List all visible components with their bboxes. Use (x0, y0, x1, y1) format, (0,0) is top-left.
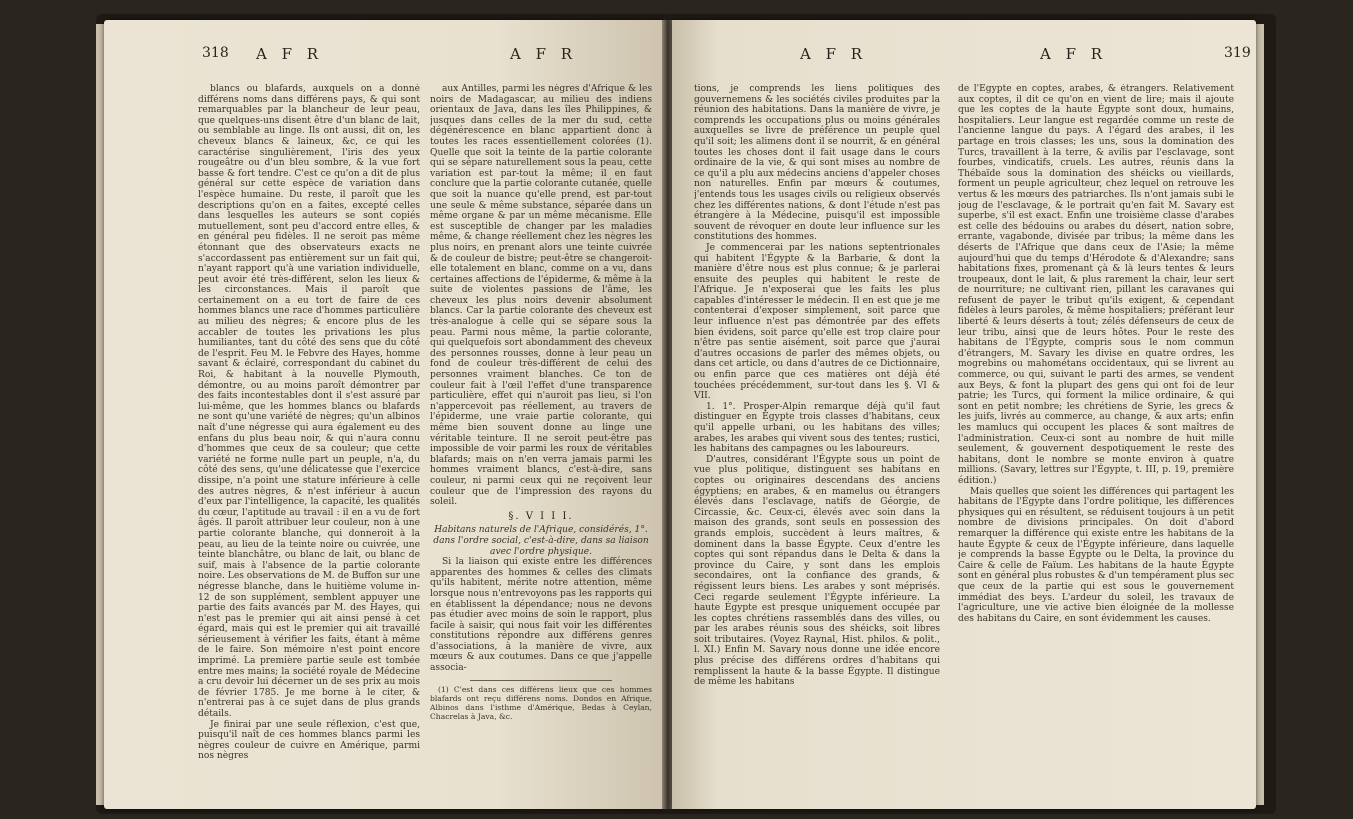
section-heading: §. V I I I. (508, 510, 574, 522)
page-edges-right (1256, 24, 1264, 805)
paragraph: Je commencerai par les nations septentrionales qui habitent l'Égypte & la Barbarie, & dont la manière d'être nous est plus connue; & je parlerai ensuite des peuples qui habitent le reste de l'Afrique. Je n'exposerai que les faits les plus capables d'intéresser le médecin. Il en est que je me contenterai d'exposer simplement, soit parce que leur influence n'est pas démontrée par des effets bien évidens, soit parce qu'elle est trop claire pour n'être pas sentie aisément, soit parce que j'aurai d'autres occasions de parler des mêmes objets, ou dans cet article, ou dans d'autres de ce Dictionnaire, ou enfin parce que ces matières ont déjà été touchées précédemment, sur-tout dans les §. VI & VII. (694, 242, 940, 402)
right-column-1 (694, 84, 940, 799)
right-page-number: 319 (1224, 45, 1251, 61)
left-page-number: 318 (202, 45, 229, 61)
footnote (430, 685, 652, 721)
section-subtitle: Habitans naturels de l'Afrique, considérés, 1°. dans l'ordre social, c'est-à-dire, dans sa liaison avec l'ordre physique. (433, 525, 649, 557)
right-column-2 (958, 84, 1234, 799)
right-running-head: A F R (800, 45, 868, 63)
paragraph: aux Antilles, parmi les nègres d'Afrique & les noirs de Madagascar, au milieu des indiens orientaux de Java, dans les îles Philippines, & jusques dans celles de la mer du sud, cette dégénérescence en blanc appartient donc à toutes les races essentiellement colorées (1). Quelle que soit la teinte de la partie colorante qui se sépare naturellement sous la peau, cette variation est par-tout la même; il en faut conclure que la partie colorante cutanée, quelle que soit la nuance qu'elle prend, est par-tout une seule & même substance, séparée dans un même organe & par un même mécanisme. Elle est susceptible de changer par les maladies même, & change réellement chez les nègres les plus noirs, en prenant alors une teinte cuivrée & de couleur de bistre; peut-être se changeroit-elle totalement en blanc, comme on a vu, dans certaines affections de l'épiderme, & même à la suite de violentes passions de l'âme, les cheveux les plus noirs devenir absolument blancs. Car la partie colorante des cheveux est très-analogue à celle qui se sépare sous la peau. Parmi nous même, la partie colorante, qui quelquefois sort abondamment des cheveux des personnes rousses, donne à leur peau un fond de couleur très-différent de celui des personnes vraiment blanches. Ce ton de couleur fait à l'œil l'effet d'une transparence particulière, effet qui n'auroit pas lieu, si l'on n'appercevoit pas réellement, au travers de l'épiderme, une vraie partie colorante, qui même bien souvent donne au linge une véritable teinture. Il ne seroit peut-être pas impossible de voir parmi les roux de véritables blafards; mais on n'en verra jamais parmi les hommes vraiment blancs, c'est-à-dire, sans couleur, ni parmi ceux qui ne reçoivent leur couleur que de l'impression des rayons du soleil. (430, 84, 652, 508)
left-running-head: A F R (256, 45, 324, 63)
paragraph: tions, je comprends les liens politiques des gouvernemens & les sociétés civiles produites par la réunion des habitations. Dans la manière de vivre, je comprends les occupations plus ou moins générales auxquelles se livre de préférence un peuple quel qu'il soit; les alimens dont il se nourrit, & en général toutes les choses dont il fait usage dans le cours ordinaire de la vie, & qui sont mises au nombre de ce qu'il a plu aux médecins anciens d'appeler choses non naturelles. Enfin par mœurs & coutumes, j'entends tous les usages civils ou religieux observés chez les différentes nations, & dont l'étude n'est pas étrangère à la Médecine, puisqu'il est impossible souvent de révoquer en doute leur influence sur les constitutions des hommes. (694, 84, 940, 243)
paragraph: Je finirai par une seule réflexion, c'est que, puisqu'il naît de ces hommes blancs parmi les nègres couleur de cuivre en Amérique, parmi nos nègres (198, 719, 420, 762)
paragraph: de l'Égypte en coptes, arabes, & étrangers. Relativement aux coptes, il dit ce qu'on en vient de lire; mais il ajoute que les coptes de la haute Égypte sont doux, humains, hospitaliers. Leur langue est regardée comme un reste de l'ancienne langue du pays. A l'égard des arabes, il les partage en trois classes; les uns, sous la domination des Turcs, travaillent à la terre, & avilis par l'esclavage, sont fourbes, vindicatifs, cruels. Les autres, réunis dans la Thébaïde sous la domination des shéicks ou vieillards, forment un peuple agriculteur, chez lequel on retrouve les vertus & les mœurs des patriarches. Ils n'ont jamais subi le joug de l'esclavage, & le portrait qu'en fait M. Savary est superbe, s'il est exact. Enfin une troisième classe d'arabes est celle des bédouins ou arabes du désert, nation sobre, errante, vagabonde, divisée par tribus; la même dans les déserts de l'Afrique que dans ceux de l'Asie; la même aujourd'hui que du temps d'Hérodote & d'Alexandre; sans habitations fixes, promenant çà & là leurs tentes & leurs troupeaux, dont le lait, & plus rarement la chair, leur sert de nourriture; ne cultivant rien, pillant les caravanes qui refusent de payer le tribut qu'ils exigent, & cependant fidèles à leurs paroles, & même hospitaliers; préférant leur liberté & leurs déserts à tout; zélés défenseurs de ceux de leur tribu, ainsi que de leurs hôtes. Pour le reste des habitans de l'Égypte, compris sous le nom commun d'étrangers, M. Savary les divise en quatre ordres, les mogrebins ou mahométans occidentaux, qui se livrent au commerce, ou qui, suivant le parti des armes, se vendent aux Beys, & font la plupart des gens qui ont foi de leur patrie; les Turcs, qui forment la milice ordinaire, & qui sont en petit nombre; les chrétiens de Syrie, les grecs & les juifs, livrés au commerce, au change, & aux arts; enfin les mamlucs qui occupent les places & sont maîtres de l'administration. Ceux-ci sont au nombre de huit mille seulement, & gouvernent despotiquement le reste des habitans, dont le nombre se monte environ à quatre millions. (Savary, lettres sur l'Égypte, t. III, p. 19, première édition.) (958, 84, 1234, 486)
footnote-text: (1) C'est dans ces différens lieux que ces hommes blafards ont reçu différens noms. Dondos en Afrique, Albinos dans l'isthme d'Amérique, Bedas à Ceylan, Chacrelas à Java, &c. (430, 684, 652, 721)
page-edges-left (96, 24, 104, 805)
left-running-head-2: A F R (510, 45, 578, 63)
right-running-head-2: A F R (1040, 45, 1108, 63)
paragraph: blancs ou blafards, auxquels on a donné différens noms dans différens pays, & qui sont remarquables par la blancheur de leur peau, que quelques-uns disent être d'un blanc de lait, ou semblable au linge. Ils ont aussi, dit on, les cheveux blancs & laineux, &c, ce qui les caractérise singulièrement, l'iris des yeux rougeâtre ou d'un bleu sombre, & la vue fort basse & fort tendre. C'est ce qu'on a dit de plus général sur cette espèce de variation dans l'espèce humaine. Du reste, il paroît que les descriptions qu'on en a faites, excepté celles dans lesquelles les auteurs se sont copiés mutuellement, sont peu d'accord entre elles, & en général peu fidèles. Il ne seroit pas même étonnant que des observateurs exacts ne s'accordassent pas entièrement sur un fait qui, n'ayant rapport qu'à une variation individuelle, peut avoir été très-différent, selon les lieux & les circonstances. Mais il paroît que certainement on a eu tort de faire de ces hommes blancs une race d'hommes particulière au milieu des nègres; & encore plus de les accabler de toutes les privations les plus humiliantes, tant du côté des sens que du côté de l'esprit. Feu M. le Febvre des Hayes, homme savant & éclairé, correspondant du cabinet du Roi, & habitant à la nouvelle Plymouth, démontre, ou au moins paroît démontrer par des faits incontestables dont il s'est assuré par lui-même, que les hommes blancs ou blafards ne sont qu'une variété de nègres; qu'un albinos naît d'une négresse qui aura également eu des enfans du plus beau noir, & qui n'aura connu d'hommes que ceux de sa couleur; que cette variété ne forme nulle part un peuple, n'a, du côté des sens, qu'une délicatesse que l'exercice dissipe, n'a point une stature inférieure à celle des autres nègres, & n'est inférieur à aucun d'eux par l'intelligence, la capacité, les qualités du cœur, l'aptitude au travail : il en a vu de fort âgés. Il paroît attribuer leur couleur, non à une partie colorante blanche, qui donneroit à la peau, au lieu de la teinte noire ou cuivrée, une teinte blanchâtre, ou blanc de lait, ou blanc de suif, mais à l'absence de la partie colorante noire. Les observations de M. de Buffon sur une négresse blanche, dans le huitième volume in-12 de son supplément, semblent appuyer une partie des faits avancés par M. des Hayes, qui n'est pas le premier qui ait ainsi pensé à cet égard, mais qui est le premier qui ait travaillé sérieusement à vérifier les faits, étant à même de le faire. Son mémoire n'est point encore imprimé. La première partie seule est tombée entre mes mains; la société royale de Médecine a cru devoir lui décerner un de ses prix au mois de février 1785. Je me borne à le citer, & n'entrerai pas à ce sujet dans de plus grands détails. (198, 84, 420, 720)
paragraph: 1. 1°. Prosper-Alpin remarque déjà qu'il faut distinguer en Égypte trois classes d'habitans, ceux qu'il appelle urbani, ou les habitans des villes; arabes, les arabes qui vivent sous des tentes; rustici, les habitans des campagnes ou les laboureurs. (694, 401, 940, 455)
left-column-1 (198, 84, 420, 799)
paragraph: Si la liaison qui existe entre les différences apparentes des hommes & celles des climats qu'ils habitent, mérite notre attention, même lorsque nous n'entrevoyons pas les rapports qui en établissent la dépendance; nous ne devons pas étudier avec moins de soin le rapport, plus facile à saisir, qui nous fait voir les différentes constitutions répondre aux différens genres d'associations, à la manière de vivre, aux mœurs & aux coutumes. Dans ce que j'appelle associa- (430, 557, 652, 674)
paragraph: D'autres, considérant l'Égypte sous un point de vue plus politique, distinguent ses habitans en coptes ou originaires descendans des anciens égyptiens; en arabes, & en mamelus ou étrangers élevés dans l'esclavage, natifs de Géorgie, de Circassie, &c. Ceux-ci, élevés avec soin dans la maison des grands, sont seuls en possession des grands emplois, succèdent à leurs maîtres, & dominent dans la basse Égypte. Ceux d'entre les coptes qui sont répandus dans le Delta & dans la province du Caire, y sont dans les emplois secondaires, ont la confiance des grands, & régissent leurs biens. Les arabes y sont méprisés. Ceci regarde seulement l'Égypte inférieure. La haute Égypte est presque uniquement occupée par les coptes chrétiens rassemblés dans des villes, ou par les arabes réunis sous des shéicks, soit libres soit tributaires. (Voyez Raynal, Hist. philos. & polit., l. XI.) Enfin M. Savary nous donne une idée encore plus précise des différens ordres d'habitans qui remplissent la haute & la basse Égypte. Il distingue de même les habitans (694, 454, 940, 688)
footnote-rule (470, 680, 612, 681)
left-column-2 (430, 84, 652, 799)
paragraph: Mais quelles que soient les différences qui partagent les habitans de l'Égypte dans l'ordre politique, les différences physiques qui en résultent, se réduisent toujours à un petit nombre de divisions principales. On doit d'abord remarquer la différence qui existe entre les habitans de la haute Égypte & ceux de l'Égypte inférieure, dans laquelle je comprends la basse Égypte ou le Delta, la province du Caire & celle de Faïum. Les habitans de la haute Égypte sont en général plus robustes & d'un tempérament plus sec que ceux de la partie qui est sous le gouvernement immédiat des beys. L'ardeur du soleil, les travaux de l'agriculture, une vie active bien éloignée de la mollesse des habitans du Caire, en sont évidemment les causes. (958, 486, 1234, 624)
